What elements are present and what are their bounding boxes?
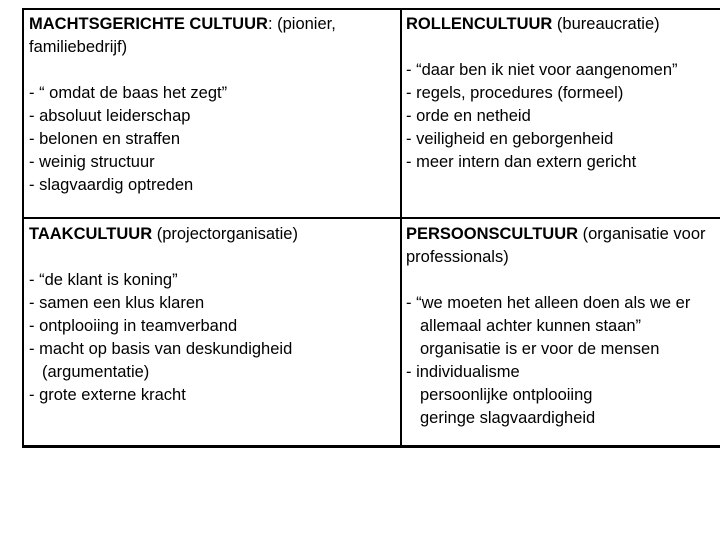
quadrant-machtsgerichte-cultuur bbox=[29, 13, 336, 197]
quadrant-heading bbox=[29, 13, 336, 36]
list-item: - weinig structuur bbox=[29, 153, 155, 171]
quadrant-rollencultuur bbox=[406, 13, 678, 174]
quadrant-title: PERSOONSCULTUUR bbox=[406, 225, 579, 243]
list-item: - “we moeten het alleen doen als we er bbox=[406, 294, 691, 312]
list-item: - macht op basis van deskundigheid bbox=[29, 340, 293, 358]
list-item: - regels, procedures (formeel) bbox=[406, 84, 624, 102]
culture-matrix-table bbox=[22, 8, 720, 448]
list-item: - grote externe kracht bbox=[29, 386, 186, 404]
list-item-continuation: (argumentatie) bbox=[42, 363, 150, 381]
list-item: - “de klant is koning” bbox=[29, 271, 178, 289]
quadrant-heading bbox=[29, 223, 298, 246]
quadrant-subtitle: (bureaucratie) bbox=[552, 15, 660, 33]
list-item: - ontplooiing in teamverband bbox=[29, 317, 238, 335]
list-item: - slagvaardig optreden bbox=[29, 176, 194, 194]
list-item-continuation: allemaal achter kunnen staan” bbox=[420, 317, 642, 335]
quadrant-subtitle-cont: professionals) bbox=[406, 248, 509, 266]
quadrant-title: MACHTSGERICHTE CULTUUR bbox=[29, 15, 268, 33]
list-item: - meer intern dan extern gericht bbox=[406, 153, 637, 171]
list-item: - absoluut leiderschap bbox=[29, 107, 191, 125]
quadrant-subtitle-cont: familiebedrijf) bbox=[29, 38, 128, 56]
list-item: - “ omdat de baas het zegt” bbox=[29, 84, 228, 102]
quadrant-heading bbox=[406, 13, 678, 36]
quadrant-subtitle: (projectorganisatie) bbox=[152, 225, 298, 243]
vertical-divider bbox=[400, 10, 402, 445]
list-item: - orde en netheid bbox=[406, 107, 531, 125]
list-item-continuation: persoonlijke ontplooiing bbox=[420, 386, 593, 404]
list-item: - “daar ben ik niet voor aangenomen” bbox=[406, 61, 678, 79]
quadrant-title: ROLLENCULTUUR bbox=[406, 15, 553, 33]
list-item: - veiligheid en geborgenheid bbox=[406, 130, 614, 148]
list-item: - belonen en straffen bbox=[29, 130, 181, 148]
quadrant-subtitle: : (pionier, bbox=[267, 15, 336, 33]
list-item-continuation: geringe slagvaardigheid bbox=[420, 409, 596, 427]
quadrant-taakcultuur bbox=[29, 223, 298, 407]
list-item: - individualisme bbox=[406, 363, 520, 381]
horizontal-divider bbox=[24, 217, 720, 219]
quadrant-title: TAAKCULTUUR bbox=[29, 225, 153, 243]
quadrant-persoonscultuur bbox=[406, 223, 706, 430]
quadrant-heading bbox=[406, 223, 706, 246]
quadrant-subtitle: (organisatie voor bbox=[578, 225, 706, 243]
list-item: - samen een klus klaren bbox=[29, 294, 205, 312]
list-item-continuation: organisatie is er voor de mensen bbox=[420, 340, 660, 358]
